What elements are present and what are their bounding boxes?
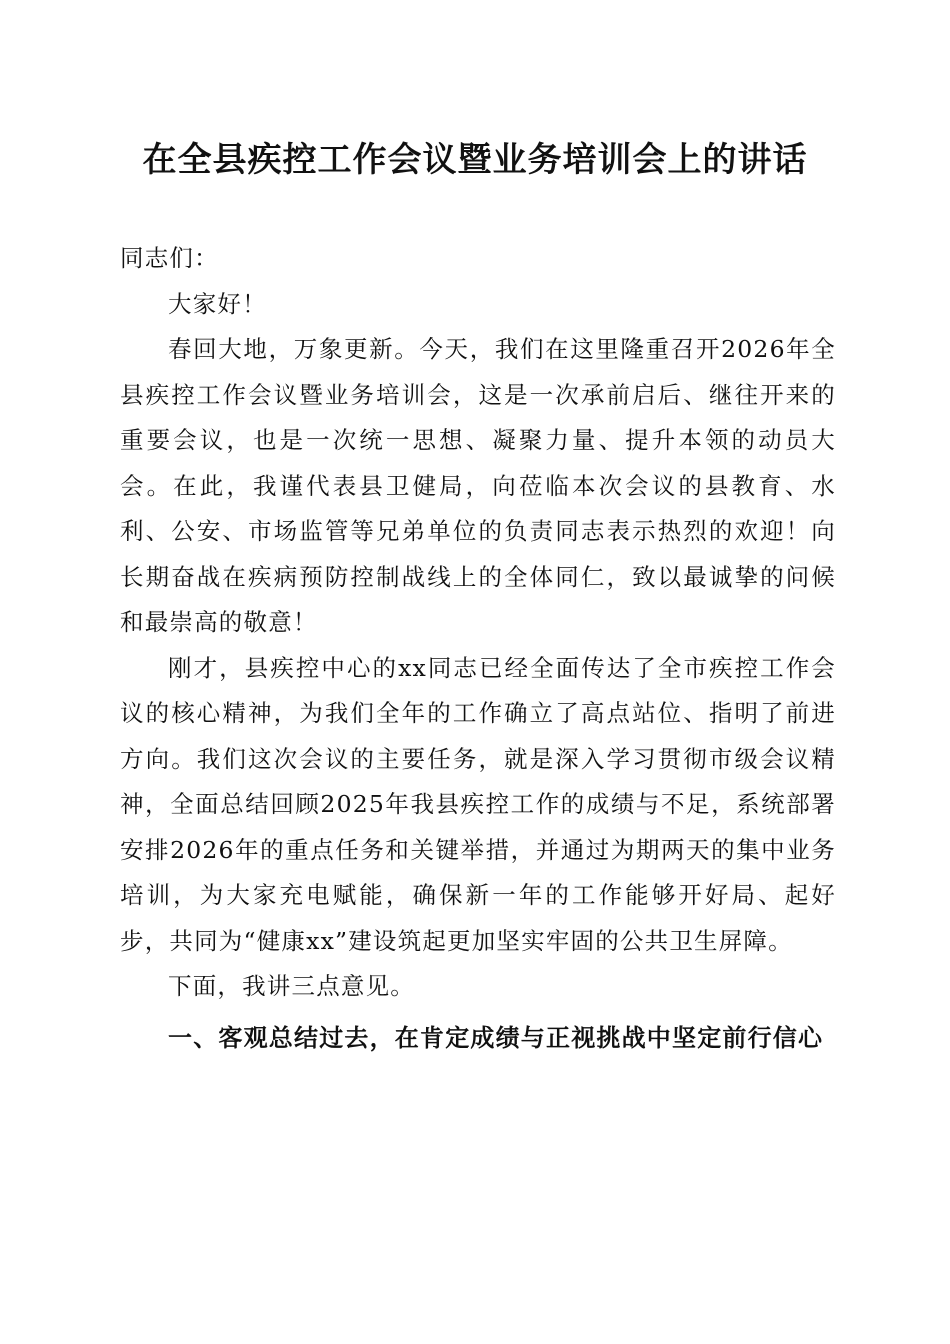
greeting: 大家好！: [168, 289, 267, 318]
paragraph-transition: 下面，我讲三点意见。: [168, 972, 415, 1000]
paragraph-opening: 春回大地，万象更新。今天，我们在这里隆重召开2026年全县疾控工作会议暨业务培训会，这是一次承前启后、继往开来的重要会议，也是一次统一思想、凝聚力量、提升本领的动员大会。在此，我谨代表县卫健局，向莅临本次会议的县教育、水利、公安、市场监管等兄弟单位的负责同志表示热烈的欢迎！向长期奋战在疾病预防控制战线上的全体同仁，致以最诚挚的问候和最崇高的敬意！: [120, 335, 836, 636]
document-title: 在全县疾控工作会议暨业务培训会上的讲话: [142, 140, 808, 180]
document-body: [120, 236, 836, 1062]
paragraph-meeting-purpose: 刚才，县疾控中心的xx同志已经全面传达了全市疾控工作会议的核心精神，为我们全年的工作确立了高点站位、指明了前进方向。我们这次会议的主要任务，就是深入学习贯彻市级会议精神，全面总结回顾2025年我县疾控工作的成绩与不足，系统部署安排2026年的重点任务和关键举措，并通过为期两天的集中业务培训，为大家充电赋能，确保新一年的工作能够开好局、起好步，共同为“健康xx”建设筑起更加坚实牢固的公共卫生屏障。: [120, 653, 836, 955]
salutation: 同志们：: [120, 244, 219, 272]
section-heading-1: 一、客观总结过去，在肯定成绩与正视挑战中坚定前行信心: [168, 1023, 824, 1052]
